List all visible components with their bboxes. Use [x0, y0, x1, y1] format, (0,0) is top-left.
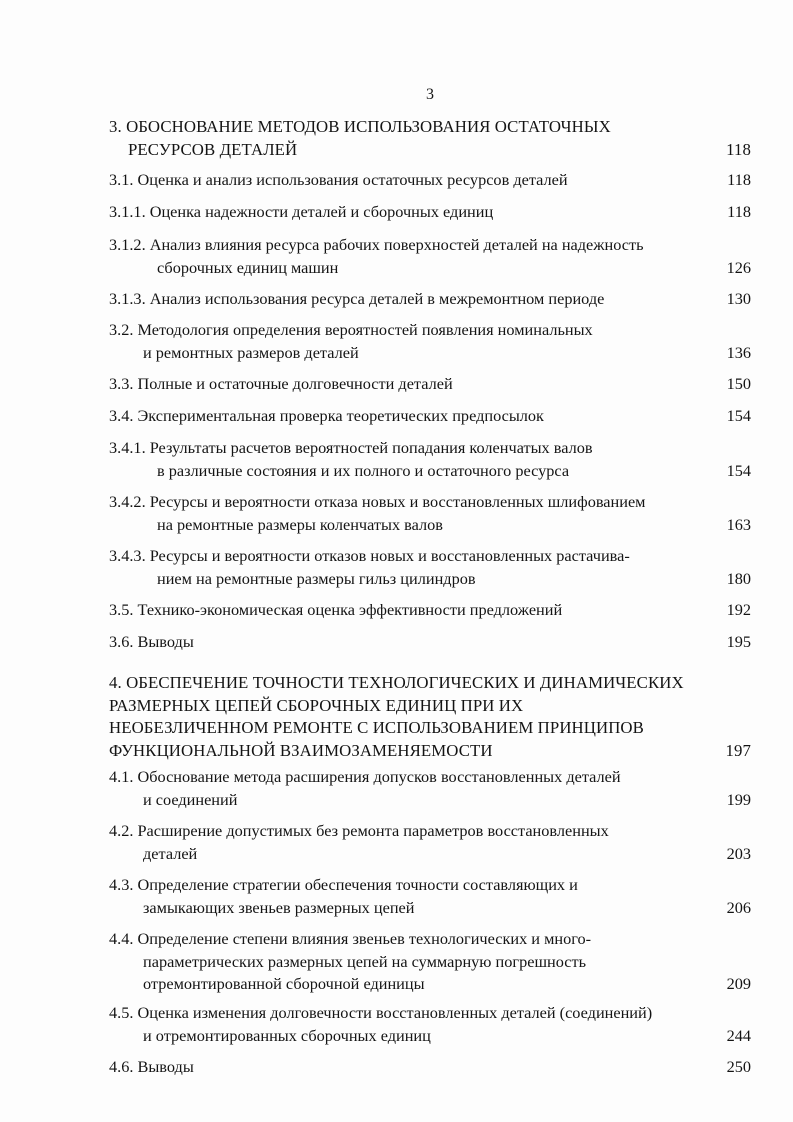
toc-entry-4-3 — [109, 874, 751, 919]
toc-entry-title-line: 4.6. Выводы — [109, 1057, 194, 1076]
toc-entry-3-4-2 — [109, 491, 751, 536]
toc-entry-title-line: в различные состояния и их полного и остаточного ресурса — [157, 460, 570, 480]
toc-entry-title-line: 4.1. Обоснование метода расширения допусков восстановленных деталей — [109, 767, 621, 786]
toc-entry-page: 136 — [726, 342, 751, 362]
toc-entry-page: 197 — [725, 740, 751, 760]
toc-entry-chapter-4 — [109, 672, 751, 762]
page-number: 3 — [426, 86, 434, 103]
toc-entry-title-line: 3.1.2. Анализ влияния ресурса рабочих поверхностей деталей на надежность — [109, 235, 644, 254]
toc-entry-title-line: отремонтированной сборочной единицы — [143, 974, 425, 993]
toc-entry-title-line: деталей — [143, 843, 198, 863]
toc-entry-3-5 — [109, 599, 751, 622]
toc-entry-title-line: 3.3. Полные и остаточные долговечности деталей — [109, 374, 453, 393]
toc-entry-page: 209 — [726, 974, 751, 993]
toc-entry-page: 206 — [726, 897, 751, 917]
toc-entry-3-4 — [109, 405, 751, 428]
toc-entry-page: 118 — [727, 202, 751, 221]
toc-entry-title-line: и ремонтных размеров деталей — [143, 342, 359, 362]
toc-entry-title-line: сборочных единиц машин — [157, 257, 339, 277]
toc-entry-title-line: 3.6. Выводы — [109, 632, 194, 651]
toc-entry-3-4-1 — [109, 437, 751, 482]
toc-entry-chapter-3 — [109, 116, 751, 161]
toc-entry-title-line: 4.3. Определение стратегии обеспечения точности составляющих и — [109, 875, 578, 894]
toc-entry-title-line: НЕОБЕЗЛИЧЕННОМ РЕМОНТЕ С ИСПОЛЬЗОВАНИЕМ ПРИНЦИПОВ — [109, 718, 644, 737]
toc-entry-title-line: 4. ОБЕСПЕЧЕНИЕ ТОЧНОСТИ ТЕХНОЛОГИЧЕСКИХ И ДИНАМИЧЕСКИХ — [109, 673, 684, 692]
toc-entry-page: 150 — [726, 374, 751, 393]
toc-entry-page: 195 — [726, 632, 751, 651]
toc-entry-4-5 — [109, 1002, 751, 1047]
toc-entry-page: 130 — [726, 289, 751, 308]
toc-entry-title-line: 3.4.1. Результаты расчетов вероятностей попадания коленчатых валов — [109, 438, 593, 457]
toc-entry-3-3 — [109, 373, 751, 396]
toc-entry-4-4 — [109, 928, 751, 996]
toc-entry-page: 126 — [726, 257, 751, 277]
toc-entry-page: 199 — [726, 789, 751, 809]
toc-entry-title-line: замыкающих звеньев размерных цепей — [143, 897, 415, 917]
toc-entry-title-line: 3.4.2. Ресурсы и вероятности отказа новых и восстановленных шлифованием — [109, 492, 646, 511]
toc-entry-3-1 — [109, 169, 751, 192]
toc-entry-3-2 — [109, 319, 751, 364]
toc-entry-title-line: 4.2. Расширение допустимых без ремонта параметров восстановленных — [109, 821, 609, 840]
toc-entry-3-1-2 — [109, 234, 751, 279]
toc-entry-page: 203 — [726, 843, 751, 863]
toc-entry-title-line: 3.2. Методология определения вероятностей появления номинальных — [109, 320, 593, 339]
toc-entry-title-line: 3.1.3. Анализ использования ресурса деталей в межремонтном периоде — [109, 289, 605, 308]
toc-entry-title-line: 3.1. Оценка и анализ использования остаточных ресурсов деталей — [109, 170, 568, 189]
toc-entry-title-line: РАЗМЕРНЫХ ЦЕПЕЙ СБОРОЧНЫХ ЕДИНИЦ ПРИ ИХ — [109, 695, 524, 715]
toc-entry-title-line: РЕСУРСОВ ДЕТАЛЕЙ — [128, 139, 298, 159]
toc-entry-page: 154 — [726, 460, 751, 480]
toc-entry-page: 250 — [726, 1057, 751, 1076]
toc-entry-4-6 — [109, 1056, 751, 1079]
toc-entry-3-1-3 — [109, 288, 751, 311]
toc-entry-title-line: и отремонтированных сборочных единиц — [143, 1025, 431, 1045]
toc-entry-4-1 — [109, 766, 751, 811]
toc-entry-title-line: 4.4. Определение степени влияния звеньев технологических и много- — [109, 929, 592, 948]
toc-entry-3-1-1 — [109, 201, 751, 224]
toc-entry-title-line: 3.4.3. Ресурсы и вероятности отказов новых и восстановленных растачива- — [109, 546, 630, 565]
toc-entry-title-line: 4.5. Оценка изменения долговечности восстановленных деталей (соединений) — [109, 1003, 653, 1022]
toc-entry-page: 180 — [726, 568, 751, 588]
toc-entry-title-line: ФУНКЦИОНАЛЬНОЙ ВЗАИМОЗАМЕНЯЕМОСТИ — [109, 740, 493, 760]
toc-entry-3-6 — [109, 631, 751, 654]
toc-entry-title-line: нием на ремонтные размеры гильз цилиндров — [157, 568, 476, 588]
toc-entry-page: 118 — [727, 170, 751, 189]
toc-entry-page: 192 — [726, 600, 751, 619]
toc-entry-page: 163 — [726, 514, 751, 534]
toc-entry-title-line: на ремонтные размеры коленчатых валов — [157, 514, 443, 534]
toc-entry-page: 118 — [726, 139, 751, 159]
toc-entry-4-2 — [109, 820, 751, 865]
toc-entry-title-line: 3.5. Технико-экономическая оценка эффективности предложений — [109, 600, 563, 619]
toc-entry-title-line: параметрических размерных цепей на суммарную погрешность — [143, 951, 587, 971]
toc-entry-page: 154 — [726, 406, 751, 425]
toc-entry-title-line: 3. ОБОСНОВАНИЕ МЕТОДОВ ИСПОЛЬЗОВАНИЯ ОСТАТОЧНЫХ — [109, 117, 611, 136]
toc-entry-page: 244 — [726, 1025, 751, 1045]
toc-entry-3-4-3 — [109, 545, 751, 590]
toc-entry-title-line: 3.1.1. Оценка надежности деталей и сборочных единиц — [109, 202, 494, 221]
toc-entry-title-line: и соединений — [143, 789, 238, 809]
toc-entry-title-line: 3.4. Экспериментальная проверка теоретических предпосылок — [109, 406, 544, 425]
